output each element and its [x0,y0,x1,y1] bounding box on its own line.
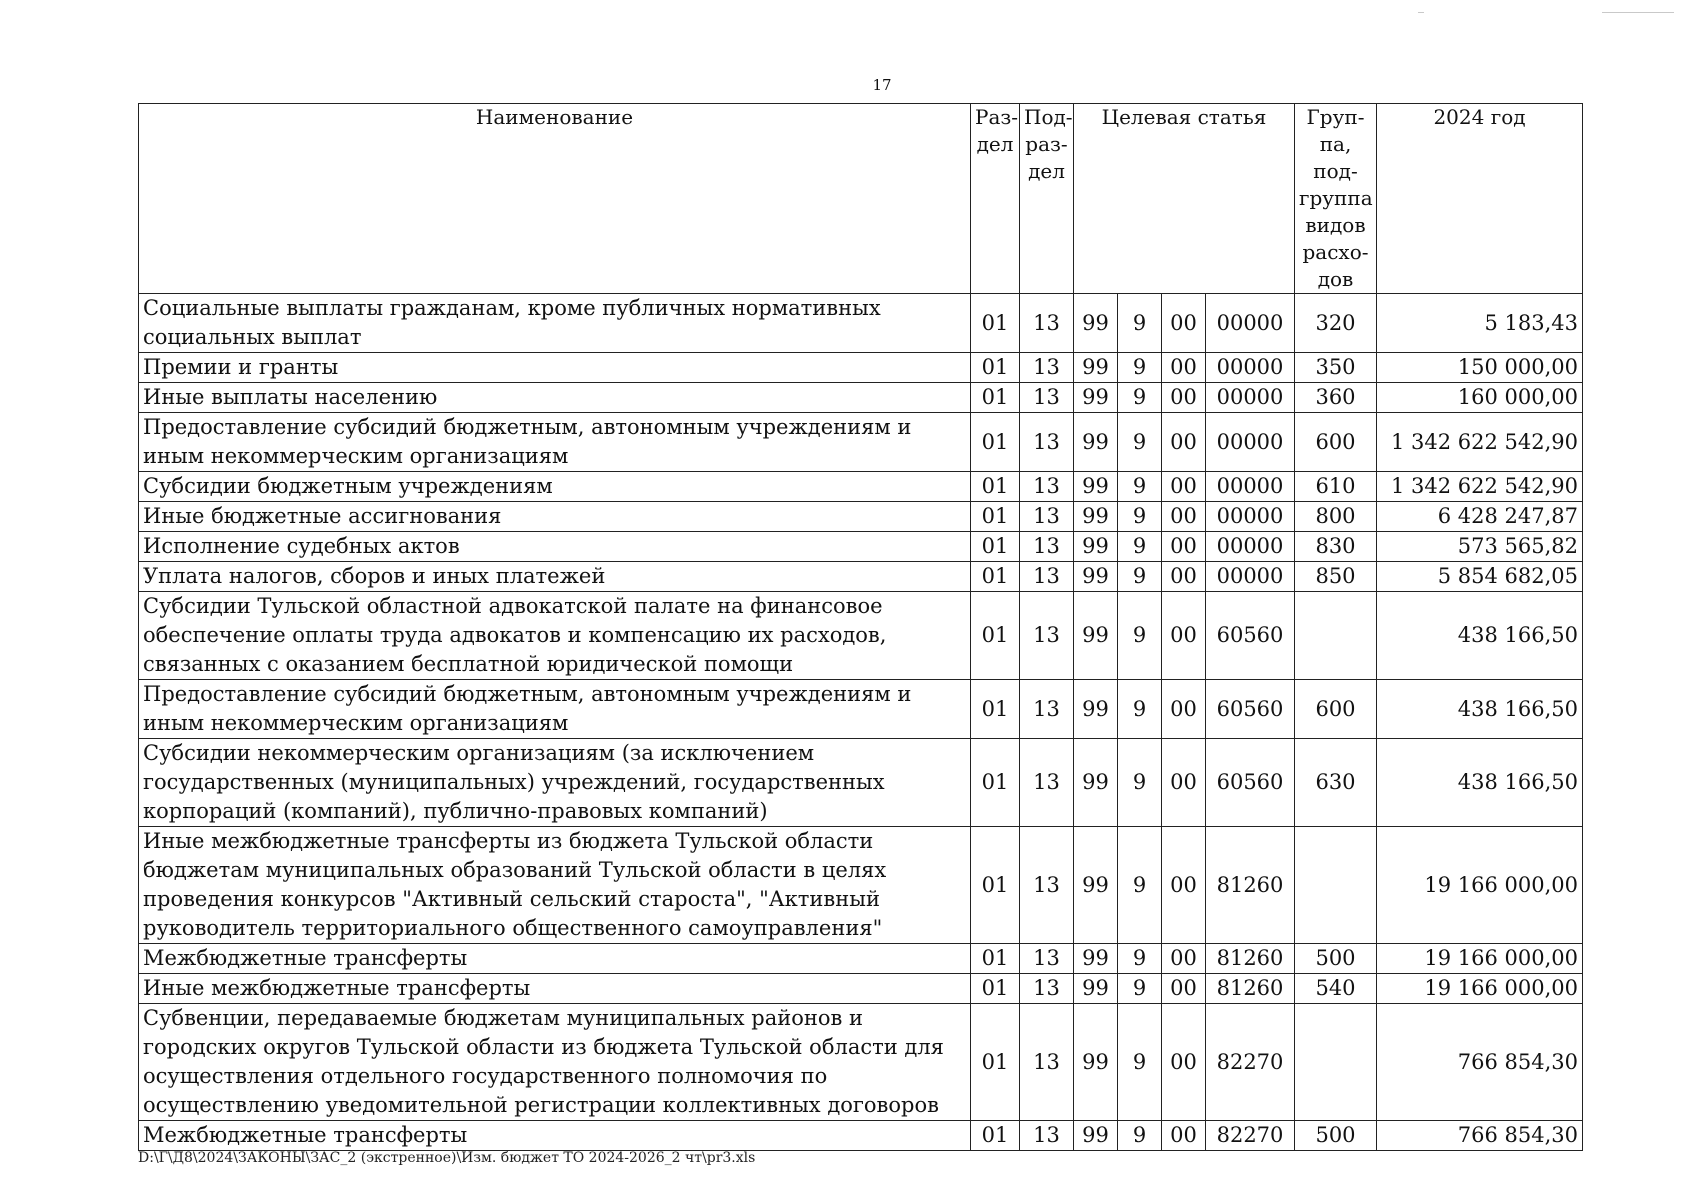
row-target-direction: 00 [1162,413,1206,472]
row-name: Социальные выплаты гражданам, кроме публичных нормативных социальных выплат [139,294,971,353]
row-expense-type: 600 [1295,680,1377,739]
row-section: 01 [971,413,1020,472]
row-target-direction: 00 [1162,827,1206,944]
row-subsection: 13 [1020,739,1074,827]
row-target-type: 9 [1118,739,1162,827]
table-row [139,472,1583,502]
row-name: Иные межбюджетные трансферты [139,974,971,1004]
header-name: Наименование [139,104,971,294]
row-section: 01 [971,1004,1020,1121]
row-subsection: 13 [1020,974,1074,1004]
row-target-type: 9 [1118,502,1162,532]
row-subsection: 13 [1020,413,1074,472]
row-target-program: 99 [1074,383,1118,413]
row-subsection: 13 [1020,532,1074,562]
row-target-program: 99 [1074,1004,1118,1121]
header-expense-group-line: дов [1317,267,1354,291]
row-target-type: 9 [1118,1004,1162,1121]
row-target-direction: 00 [1162,592,1206,680]
row-target-code: 00000 [1206,294,1295,353]
header-subsection [1020,104,1074,294]
header-subsection-line: дел [1028,159,1065,183]
row-amount: 438 166,50 [1377,592,1583,680]
row-name: Иные бюджетные ассигнования [139,502,971,532]
row-subsection: 13 [1020,353,1074,383]
scan-artifact [1602,12,1674,13]
row-expense-type: 500 [1295,944,1377,974]
row-expense-type: 610 [1295,472,1377,502]
row-target-direction: 00 [1162,680,1206,739]
row-target-code: 81260 [1206,944,1295,974]
row-amount: 160 000,00 [1377,383,1583,413]
header-section-line: Раз- [975,105,1019,129]
row-name: Субсидии некоммерческим организациям (за исключением государственных (муниципальных) учреждений, государственных корпораций (компаний), публично-правовых компаний) [139,739,971,827]
row-subsection: 13 [1020,294,1074,353]
row-section: 01 [971,1121,1020,1151]
row-target-direction: 00 [1162,1004,1206,1121]
row-target-code: 60560 [1206,680,1295,739]
row-expense-type: 500 [1295,1121,1377,1151]
row-target-direction: 00 [1162,532,1206,562]
row-section: 01 [971,944,1020,974]
header-expense-group-line: расхо- [1302,240,1369,264]
row-subsection: 13 [1020,472,1074,502]
row-section: 01 [971,502,1020,532]
row-expense-type [1295,827,1377,944]
row-target-direction: 00 [1162,1121,1206,1151]
row-subsection: 13 [1020,502,1074,532]
table-row [139,680,1583,739]
row-target-direction: 00 [1162,383,1206,413]
row-name: Предоставление субсидий бюджетным, автономным учреждениям и иным некоммерческим организациям [139,680,971,739]
row-amount: 1 342 622 542,90 [1377,413,1583,472]
row-target-type: 9 [1118,413,1162,472]
row-section: 01 [971,592,1020,680]
row-expense-type: 360 [1295,383,1377,413]
scan-artifact [1418,12,1424,13]
header-year: 2024 год [1377,104,1583,294]
row-target-program: 99 [1074,680,1118,739]
row-name: Межбюджетные трансферты [139,1121,971,1151]
row-target-program: 99 [1074,944,1118,974]
row-amount: 438 166,50 [1377,739,1583,827]
row-section: 01 [971,974,1020,1004]
header-target-article: Целевая статья [1074,104,1295,294]
row-amount: 19 166 000,00 [1377,827,1583,944]
table-row [139,532,1583,562]
row-amount: 150 000,00 [1377,353,1583,383]
row-target-type: 9 [1118,827,1162,944]
row-expense-type: 630 [1295,739,1377,827]
table-row [139,353,1583,383]
row-subsection: 13 [1020,562,1074,592]
row-amount: 5 183,43 [1377,294,1583,353]
table-row [139,827,1583,944]
row-target-code: 00000 [1206,383,1295,413]
row-target-direction: 00 [1162,502,1206,532]
table-row [139,294,1583,353]
table-row [139,739,1583,827]
row-section: 01 [971,532,1020,562]
row-target-program: 99 [1074,294,1118,353]
row-target-type: 9 [1118,353,1162,383]
table-row [139,502,1583,532]
row-target-code: 00000 [1206,472,1295,502]
row-target-code: 60560 [1206,592,1295,680]
budget-table [138,103,1583,1151]
table-row [139,1121,1583,1151]
row-section: 01 [971,472,1020,502]
row-target-type: 9 [1118,562,1162,592]
row-amount: 5 854 682,05 [1377,562,1583,592]
row-target-program: 99 [1074,827,1118,944]
row-target-direction: 00 [1162,294,1206,353]
row-subsection: 13 [1020,592,1074,680]
row-target-code: 81260 [1206,974,1295,1004]
header-expense-group-line: па, под- [1313,132,1358,183]
row-amount: 438 166,50 [1377,680,1583,739]
table-body [139,294,1583,1151]
row-target-type: 9 [1118,592,1162,680]
row-amount: 573 565,82 [1377,532,1583,562]
row-name: Иные выплаты населению [139,383,971,413]
row-name: Премии и гранты [139,353,971,383]
row-target-type: 9 [1118,532,1162,562]
row-section: 01 [971,383,1020,413]
header-expense-group-line: группа [1299,186,1373,210]
header-expense-group [1295,104,1377,294]
row-target-type: 9 [1118,680,1162,739]
row-target-code: 00000 [1206,353,1295,383]
row-amount: 19 166 000,00 [1377,974,1583,1004]
table-row [139,562,1583,592]
row-target-code: 82270 [1206,1004,1295,1121]
row-name: Субсидии Тульской областной адвокатской палате на финансовое обеспечение оплаты труда адвокатов и компенсацию их расходов, связанных с оказанием бесплатной юридической помощи [139,592,971,680]
row-expense-type: 320 [1295,294,1377,353]
row-target-code: 81260 [1206,827,1295,944]
row-target-program: 99 [1074,974,1118,1004]
row-target-direction: 00 [1162,353,1206,383]
row-subsection: 13 [1020,680,1074,739]
header-row [139,104,1583,294]
table-row [139,383,1583,413]
row-name: Субвенции, передаваемые бюджетам муниципальных районов и городских округов Тульской области из бюджета Тульской области для осуществления отдельного государственного полномочия по осуществлению уведомительной регистрации коллективных договоров [139,1004,971,1121]
header-subsection-line: Под- [1024,105,1073,129]
row-target-type: 9 [1118,974,1162,1004]
table-row [139,592,1583,680]
row-section: 01 [971,353,1020,383]
header-subsection-line: раз- [1025,132,1068,156]
row-amount: 766 854,30 [1377,1004,1583,1121]
row-amount: 6 428 247,87 [1377,502,1583,532]
table-row [139,944,1583,974]
row-name: Субсидии бюджетным учреждениям [139,472,971,502]
row-name: Иные межбюджетные трансферты из бюджета Тульской области бюджетам муниципальных образований Тульской области в целях проведения конкурсов "Активный сельский староста", "Активный руководитель территориального общественного самоуправления" [139,827,971,944]
row-expense-type: 350 [1295,353,1377,383]
row-target-code: 00000 [1206,502,1295,532]
row-amount: 766 854,30 [1377,1121,1583,1151]
row-target-code: 00000 [1206,532,1295,562]
row-target-program: 99 [1074,592,1118,680]
header-expense-group-line: Груп- [1306,105,1365,129]
row-target-code: 00000 [1206,562,1295,592]
row-name: Предоставление субсидий бюджетным, автономным учреждениям и иным некоммерческим организациям [139,413,971,472]
row-target-program: 99 [1074,739,1118,827]
row-target-type: 9 [1118,1121,1162,1151]
row-subsection: 13 [1020,1121,1074,1151]
row-target-program: 99 [1074,502,1118,532]
row-section: 01 [971,294,1020,353]
row-target-direction: 00 [1162,472,1206,502]
row-section: 01 [971,680,1020,739]
row-target-direction: 00 [1162,974,1206,1004]
page-number: 17 [872,76,892,94]
row-expense-type: 600 [1295,413,1377,472]
row-section: 01 [971,827,1020,944]
row-expense-type: 800 [1295,502,1377,532]
row-subsection: 13 [1020,383,1074,413]
row-target-program: 99 [1074,1121,1118,1151]
row-target-program: 99 [1074,532,1118,562]
table-header [139,104,1583,294]
row-expense-type: 830 [1295,532,1377,562]
row-name: Межбюджетные трансферты [139,944,971,974]
row-target-type: 9 [1118,383,1162,413]
header-section-line: дел [976,132,1014,156]
row-target-code: 82270 [1206,1121,1295,1151]
row-target-code: 00000 [1206,413,1295,472]
row-target-program: 99 [1074,472,1118,502]
row-section: 01 [971,562,1020,592]
table-row [139,413,1583,472]
row-target-direction: 00 [1162,944,1206,974]
row-expense-type [1295,592,1377,680]
row-expense-type: 540 [1295,974,1377,1004]
row-expense-type: 850 [1295,562,1377,592]
row-name: Исполнение судебных актов [139,532,971,562]
row-name: Уплата налогов, сборов и иных платежей [139,562,971,592]
row-target-type: 9 [1118,294,1162,353]
table-row [139,974,1583,1004]
row-target-code: 60560 [1206,739,1295,827]
row-amount: 1 342 622 542,90 [1377,472,1583,502]
row-target-program: 99 [1074,353,1118,383]
row-target-program: 99 [1074,562,1118,592]
row-target-direction: 00 [1162,562,1206,592]
row-target-program: 99 [1074,413,1118,472]
table-row [139,1004,1583,1121]
row-section: 01 [971,739,1020,827]
header-section [971,104,1020,294]
row-target-direction: 00 [1162,739,1206,827]
row-subsection: 13 [1020,944,1074,974]
row-subsection: 13 [1020,827,1074,944]
file-path-footer: D:\Г\Д8\2024\ЗАКОНЫ\ЗАС_2 (экстренное)\Изм. бюджет ТО 2024-2026_2 чт\pr3.xls [138,1150,756,1166]
row-target-type: 9 [1118,472,1162,502]
row-subsection: 13 [1020,1004,1074,1121]
header-expense-group-line: видов [1305,213,1366,237]
row-expense-type [1295,1004,1377,1121]
row-target-type: 9 [1118,944,1162,974]
row-amount: 19 166 000,00 [1377,944,1583,974]
